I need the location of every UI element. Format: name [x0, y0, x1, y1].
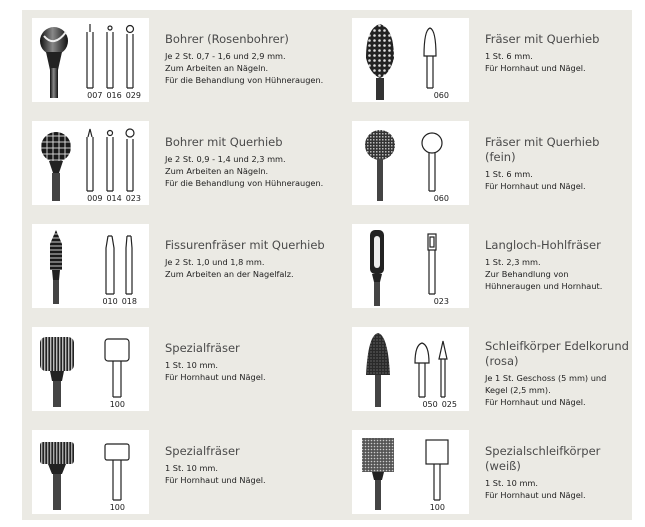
product-spec: Je 2 St. 0,7 - 1,6 und 2,9 mm. [165, 51, 286, 61]
article-number: 023 [125, 194, 141, 203]
product-codes [352, 503, 469, 512]
product-usage: Für Hornhaut und Nägel. [485, 490, 586, 500]
product-spec: Je 2 St. 0,9 - 1,4 und 2,3 mm. [165, 154, 286, 164]
product-spec: 1 St. 10 mm. [485, 478, 538, 488]
product-codes [32, 297, 149, 306]
product-thumbnail [32, 430, 149, 514]
disc-cutter-bit-icon [32, 430, 149, 514]
product-card [22, 10, 327, 98]
product-usage: Für die Behandlung von Hühneraugen. [165, 75, 324, 85]
product-usage: Für die Behandlung von Hühneraugen. [165, 178, 324, 188]
article-number: 007 [87, 91, 103, 100]
article-number: 100 [109, 400, 125, 409]
product-info [165, 135, 335, 189]
product-thumbnail [352, 224, 469, 308]
product-codes [352, 297, 469, 306]
product-title: Bohrer mit Querhieb [165, 135, 283, 149]
product-card [342, 10, 645, 98]
product-info [485, 135, 645, 192]
article-number: 018 [121, 297, 137, 306]
product-usage: Für Hornhaut und Nägel. [485, 181, 586, 191]
product-codes [32, 194, 149, 203]
product-title: Langloch-Hohlfräser [485, 238, 601, 252]
article-number: 100 [429, 503, 445, 512]
product-title: Schleifkörper Edelkorund (rosa) [485, 339, 629, 368]
product-title: Fräser mit Querhieb [485, 32, 600, 46]
product-codes [352, 400, 469, 409]
product-usage: Für Hornhaut und Nägel. [485, 397, 586, 407]
product-title: Spezialschleifkörper (weiß) [485, 444, 601, 473]
product-info [485, 339, 645, 408]
product-codes [352, 194, 469, 203]
product-title: Spezialfräser [165, 341, 240, 355]
article-number: 014 [106, 194, 122, 203]
product-codes [32, 503, 149, 512]
product-thumbnail [32, 327, 149, 411]
article-number: 009 [87, 194, 103, 203]
article-number: 010 [102, 297, 118, 306]
product-card [342, 113, 645, 201]
article-number: 060 [433, 194, 449, 203]
product-info [165, 341, 335, 383]
article-number: 050 [422, 400, 438, 409]
product-title: Bohrer (Rosenbohrer) [165, 32, 289, 46]
product-info [165, 238, 335, 280]
product-thumbnail [352, 18, 469, 102]
product-usage: Zum Arbeiten an Nägeln. [165, 166, 269, 176]
product-spec: 1 St. 6 mm. [485, 169, 533, 179]
article-number: 100 [109, 503, 125, 512]
product-card [22, 113, 327, 201]
product-codes [32, 400, 149, 409]
product-usage: Hühneraugen und Hornhaut. [485, 281, 603, 291]
product-spec: 1 St. 2,3 mm. [485, 257, 541, 267]
product-info [485, 238, 645, 292]
grinding-stone-bit-icon [352, 327, 469, 411]
product-thumbnail [352, 121, 469, 205]
product-usage: Für Hornhaut und Nägel. [165, 372, 266, 382]
product-title: Fräser mit Querhieb (fein) [485, 135, 600, 164]
product-spec: Je 2 St. 1,0 und 1,8 mm. [165, 257, 265, 267]
product-spec: Je 1 St. Geschoss (5 mm) und [485, 373, 607, 383]
product-codes [32, 91, 149, 100]
ball-cutter-bit-icon [352, 121, 469, 205]
cylinder-cutter-bit-icon [32, 327, 149, 411]
hollow-cutter-bit-icon [352, 224, 469, 308]
article-number: 016 [106, 91, 122, 100]
article-number: 025 [441, 400, 457, 409]
product-info [165, 444, 335, 486]
product-spec: 1 St. 10 mm. [165, 360, 218, 370]
product-info [485, 444, 645, 501]
product-card [342, 216, 645, 304]
product-thumbnail [32, 18, 149, 102]
product-codes [352, 91, 469, 100]
product-title: Fissurenfräser mit Querhieb [165, 238, 325, 252]
fissure-cutter-bit-icon [32, 224, 149, 308]
product-card [342, 319, 645, 407]
product-card [22, 216, 327, 304]
product-card [22, 319, 327, 407]
white-grinding-bit-icon [352, 430, 469, 514]
product-spec: Kegel (2,5 mm). [485, 385, 551, 395]
rose-drill-bit-icon [32, 18, 149, 102]
product-spec: 1 St. 6 mm. [485, 51, 533, 61]
product-thumbnail [352, 430, 469, 514]
product-card [22, 422, 327, 510]
product-usage: Für Hornhaut und Nägel. [165, 475, 266, 485]
product-card [342, 422, 645, 510]
product-thumbnail [32, 224, 149, 308]
cone-cutter-bit-icon [352, 18, 469, 102]
crosscut-drill-bit-icon [32, 121, 149, 205]
product-usage: Zum Arbeiten an der Nagelfalz. [165, 269, 294, 279]
article-number: 023 [433, 297, 449, 306]
product-catalog [22, 10, 632, 520]
product-usage: Zur Behandlung von [485, 269, 569, 279]
product-info [165, 32, 335, 86]
product-thumbnail [352, 327, 469, 411]
article-number: 060 [433, 91, 449, 100]
product-info [485, 32, 645, 74]
product-usage: Zum Arbeiten an Nägeln. [165, 63, 269, 73]
product-title: Spezialfräser [165, 444, 240, 458]
article-number: 029 [125, 91, 141, 100]
product-usage: Für Hornhaut und Nägel. [485, 63, 586, 73]
product-thumbnail [32, 121, 149, 205]
product-spec: 1 St. 10 mm. [165, 463, 218, 473]
